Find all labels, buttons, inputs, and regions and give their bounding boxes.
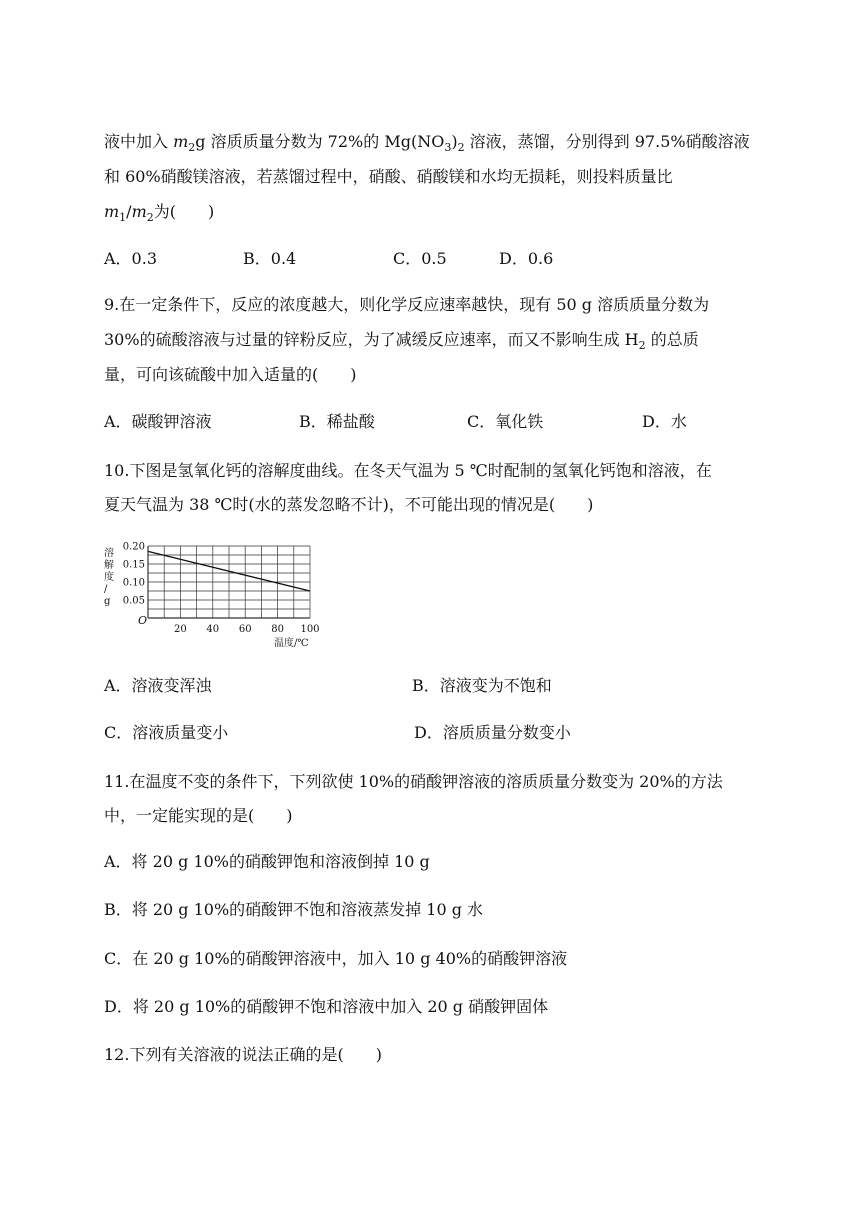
sub: 3: [444, 141, 452, 155]
var-m2: m: [173, 132, 189, 151]
answer-blank: 为( ): [153, 202, 215, 221]
x-tick-label: 60: [238, 624, 252, 635]
q9-option-c: C．氧化铁: [467, 412, 544, 431]
q9-line-3: 量，可向该硫酸中加入适量的( ): [104, 365, 357, 384]
q10-option-d: D．溶质质量分数变小: [414, 723, 571, 742]
y-tick-label: 0.05: [122, 595, 145, 607]
y-axis-label-char: 溶: [104, 548, 114, 559]
q9-line-1: 9.在一定条件下，反应的浓度越大，则化学反应速率越快，现有 50 g 溶质质量分数为: [104, 295, 710, 314]
q9-option-a: A．碳酸钾溶液: [104, 412, 212, 431]
sub: 2: [638, 339, 646, 353]
q8-text: ): [451, 132, 458, 151]
q9-option-d: D．水: [642, 412, 687, 431]
origin-label: O: [138, 614, 148, 627]
y-axis-label-char: /: [104, 584, 108, 595]
y-tick-labels: [123, 542, 145, 607]
q10-option-c: C．溶液质量变小: [104, 723, 229, 742]
y-tick-label: 0.15: [122, 559, 145, 571]
q11-option-c: C．在 20 g 10%的硝酸钾溶液中，加入 10 g 40%的硝酸钾溶液: [104, 949, 568, 968]
var-m1: m: [104, 202, 120, 221]
q9-line-2: [104, 330, 699, 356]
q11-option-d: D．将 20 g 10%的硝酸钾不饱和溶液中加入 20 g 硝酸钾固体: [104, 997, 549, 1016]
sub: 1: [119, 211, 127, 225]
sub: 2: [188, 141, 196, 155]
y-axis-label-char: g: [104, 596, 111, 607]
x-tick-label: 20: [174, 624, 187, 635]
q9-option-b: B．稀盐酸: [299, 412, 375, 431]
slash: /: [126, 202, 132, 221]
q10-option-b: B．溶液变为不饱和: [412, 676, 552, 695]
q8-line-1: [104, 132, 750, 158]
q8-option-a: A．0.3: [104, 249, 158, 268]
q9-text: 的总质: [645, 330, 699, 349]
q8-text: 溶液，蒸馏，分别得到 97.5%硝酸溶液: [464, 132, 750, 151]
q10-line-1: 10.下图是氢氧化钙的溶解度曲线。在冬天气温为 5 ℃时配制的氢氧化钙饱和溶液，在: [104, 461, 712, 480]
sub: 2: [146, 211, 154, 225]
q8-line-2: 和 60%硝酸镁溶液，若蒸馏过程中，硝酸、硝酸镁和水均无损耗，则投料质量比: [104, 167, 673, 186]
y-axis-label: [104, 546, 114, 607]
q8-text: 液中加入: [104, 132, 174, 151]
q9-text: 30%的硫酸溶液与过量的锌粉反应，为了减缓反应速率，而又不影响生成 H: [104, 330, 639, 349]
q12-line-1: 12.下列有关溶液的说法正确的是( ): [104, 1045, 382, 1064]
y-axis-label-char: 解: [104, 560, 114, 571]
q11-option-b: B．将 20 g 10%的硝酸钾不饱和溶液蒸发掉 10 g 水: [104, 900, 484, 919]
solubility-chart: [100, 538, 340, 654]
x-tick-label: 40: [206, 624, 220, 635]
q10-option-a: A．溶液变浑浊: [104, 676, 212, 695]
q8-option-c: C．0.5: [393, 249, 447, 268]
q11-line-1: 11.在温度不变的条件下，下列欲使 10%的硝酸钾溶液的溶质质量分数变为 20%的方法: [104, 772, 723, 791]
x-tick-label: 80: [271, 624, 284, 635]
q11-line-2: 中，一定能实现的是( ): [104, 806, 293, 825]
q8-text: g 溶质质量分数为 72%的 Mg(NO: [195, 132, 445, 151]
q8-option-b: B．0.4: [243, 249, 297, 268]
y-tick-label: 0.20: [122, 541, 145, 553]
sub: 2: [457, 141, 465, 155]
q11-option-a: A．将 20 g 10%的硝酸钾饱和溶液倒掉 10 g: [104, 852, 430, 871]
y-tick-label: 0.10: [122, 577, 145, 589]
var-m2: m: [131, 202, 147, 221]
q8-option-d: D．0.6: [499, 249, 554, 268]
y-axis-label-char: 度: [104, 572, 114, 583]
x-axis-label: 温度/℃: [274, 638, 309, 649]
q8-line-3: [104, 202, 214, 228]
q10-line-2: 夏天气温为 38 ℃时(水的蒸发忽略不计)，不可能出现的情况是( ): [104, 495, 594, 514]
x-tick-labels: [174, 624, 320, 635]
x-tick-label: 100: [300, 624, 320, 635]
